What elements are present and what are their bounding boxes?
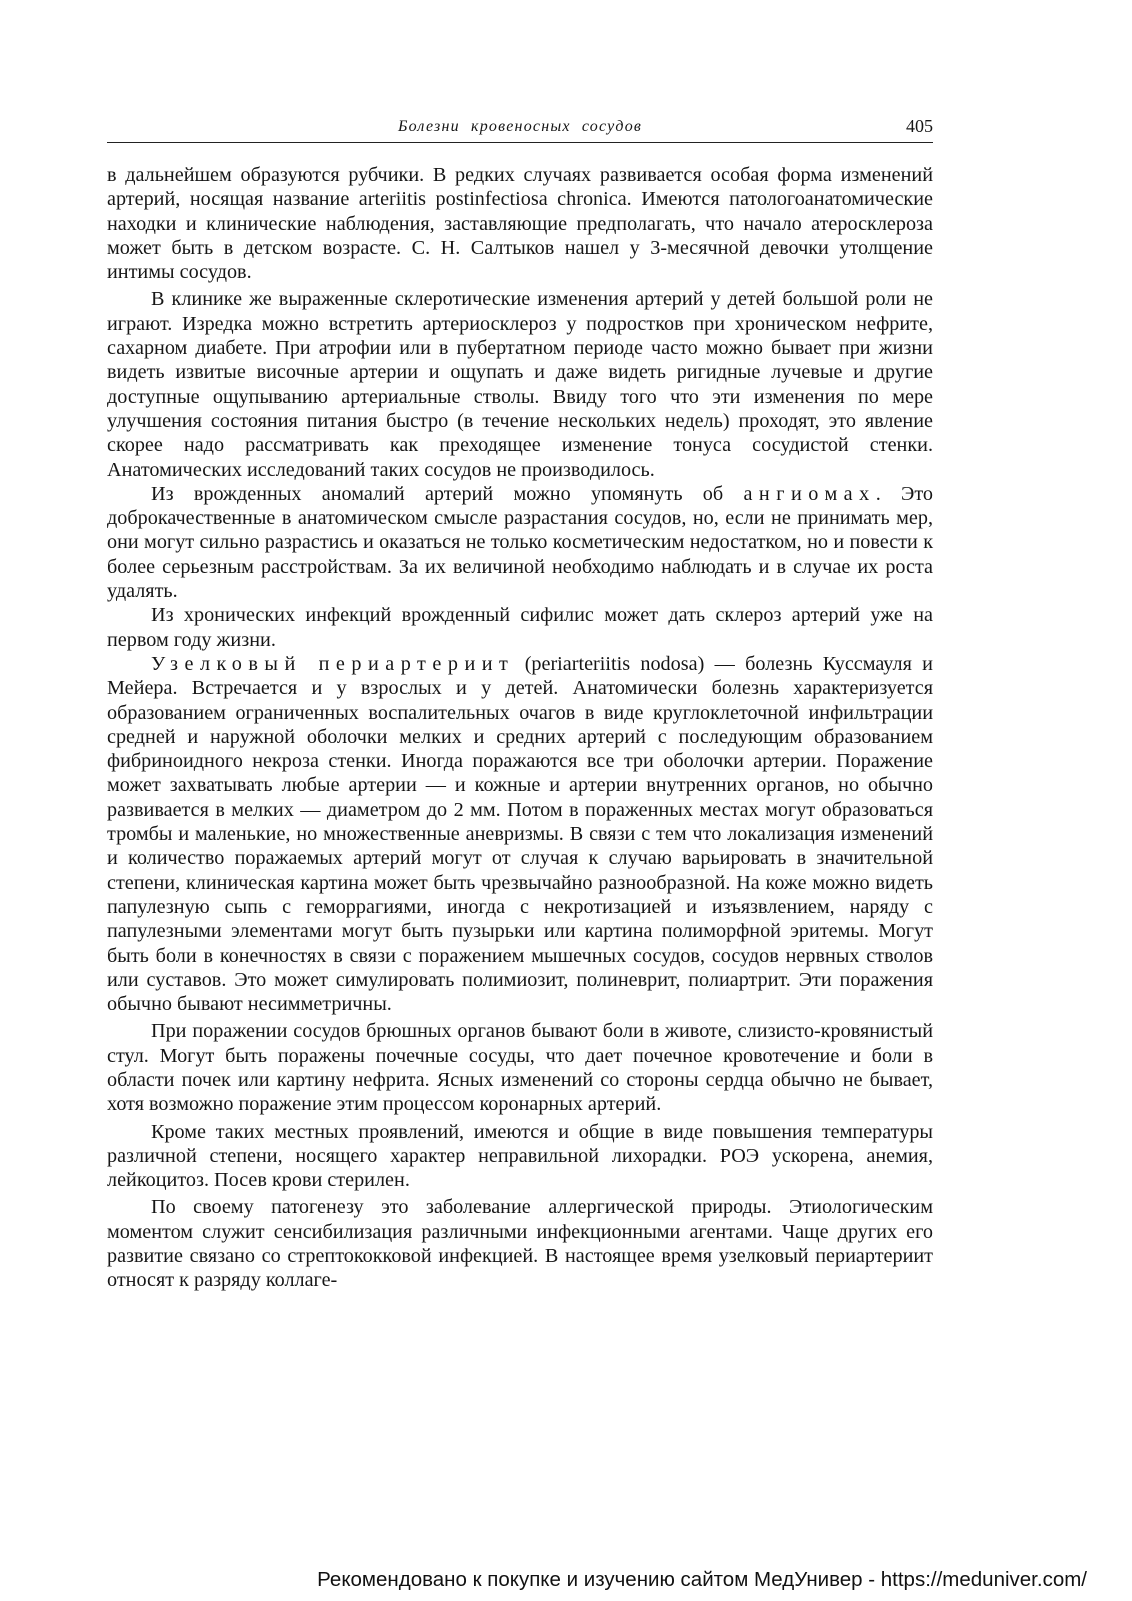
paragraph: Кроме таких местных проявлений, имеются и общие в виде повышения температуры различной степени, носящего характер неправильной лихорадки. РОЭ ускорена, анемия, лейкоцитоз. Посев крови стерилен. xyxy=(107,1120,933,1192)
paragraph: В клинике же выраженные склеротические изменения артерий у детей большой роли не играют. Изредка можно встретить артериосклероз у подростков при хроническом нефрите, сахарном диабете. При атрофии или в пубертатном периоде часто можно бывает при жизни видеть извитые височные артерии и ощупать и даже видеть ригидные лучевые и другие доступные ощупыванию артериальные стволы. Ввиду того что эти изменения по мере улучшения состояния питания быстро (в течение нескольких недель) проходят, это явление скорее надо рассматривать как преходящее изменение тонуса сосудистой стенки. Анатомических исследований таких сосудов не производилось. xyxy=(107,288,933,481)
paragraph-text: . Это доброкачественные в анатомическом смысле разрастания сосудов, но, если не принимать мер, они могут сильно разрастись и оказаться не только косметическим недостатком, но и повести к более серьезным расстройствам. За их величиной необходимо наблюдать и в случае их роста удалять. xyxy=(107,482,933,603)
paragraph-text: (periarteriitis nodosa) — болезнь Куссмауля и Мейера. Встречается и у взрослых и у детей. Анатомически болезнь характеризуется образованием ограниченных воспалительных очагов в виде круглоклеточной инфильтрации средней и наружной оболочки мелких и средних артерий с последующим образованием фибриноидного некроза стенки. Иногда поражаются все три оболочки артерии. Поражение может захватывать любые артерии — и кожные и артерии внутренних органов, но обычно развивается в мелких — диаметром до 2 мм. Потом в пораженных местах могут образоваться тромбы и маленькие, но множественные аневризмы. В связи с тем что локализация изменений и количество поражаемых артерий могут от случая к случаю варьировать в значительной степени, клиническая картина может быть чрезвычайно разнообразной. На коже можно видеть папулезную сыпь с геморрагиями, иногда с некротизацией и изъязвлением, наряду с папулезными элементами могут быть пузырьки или картина полиморфной эритемы. Могут быть боли в конечностях в связи с поражением мышечных сосудов, сосудов нервных стволов или суставов. Это может симулировать полимиозит, полиневрит, полиартрит. Эти поражения обычно бывают несимметричны. xyxy=(107,652,933,1016)
spaced-term: Узелковый периартериит xyxy=(151,652,515,675)
paragraph: По своему патогенезу это заболевание аллергической природы. Этиологическим моментом служит сенсибилизация различными инфекционными агентами. Чаще других его развитие связано со стрептококковой инфекцией. В настоящее время узелковый периартериит относят к разряду коллаге- xyxy=(107,1196,933,1292)
running-title: Болезни кровеносных сосудов xyxy=(397,118,643,135)
paragraph: При поражении сосудов брюшных органов бывают боли в животе, слизисто-кровянистый стул. Могут быть поражены почечные сосуды, что дает почечное кровотечение и боли в области почек или картину нефрита. Ясных изменений со стороны сердца обычно не бывает, хотя возможно поражение этим процессом коронарных артерий. xyxy=(107,1020,933,1116)
paragraph xyxy=(107,482,933,603)
page-number: 405 xyxy=(906,116,933,136)
paragraph: Из хронических инфекций врожденный сифилис может дать склероз артерий уже на первом году жизни. xyxy=(107,604,933,651)
page-header xyxy=(107,118,933,143)
footer-watermark: Рекомендовано к покупке и изучению сайтом МедУнивер - https://meduniver.com/ xyxy=(317,1568,1087,1591)
spaced-term: ангиомах xyxy=(743,482,876,505)
paragraph: в дальнейшем образуются рубчики. В редких случаях развивается особая форма изменений артерий, носящая название arteriitis postinfectiosa chronica. Имеются патологоанатомические находки и клинические наблюдения, заставляющие предполагать, что начало атеросклероза может быть в детском возрасте. С. Н. Салтыков нашел у 3-месячной девочки утолщение интимы сосудов. xyxy=(107,164,933,284)
paragraph xyxy=(107,652,933,1016)
paragraph-text: Из врожденных аномалий артерий можно упомянуть об xyxy=(151,482,744,505)
body-text xyxy=(107,163,933,1293)
